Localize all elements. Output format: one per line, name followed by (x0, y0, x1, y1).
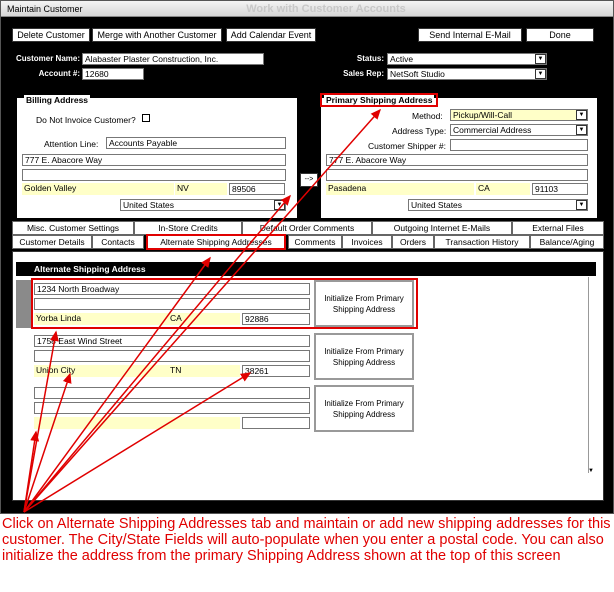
method-label: Method: (412, 111, 443, 121)
primary-shipping-header: Primary Shipping Address (326, 95, 433, 105)
billing-state-field[interactable]: NV (175, 183, 227, 195)
chevron-down-icon[interactable]: ▼ (576, 110, 587, 120)
alt-line1-field[interactable]: 1234 North Broadway (34, 283, 310, 295)
initialize-from-primary-button[interactable]: Initialize From Primary Shipping Address (314, 385, 414, 432)
tab-alternate-shipping[interactable]: Alternate Shipping Addresses (146, 234, 286, 250)
merge-customer-button[interactable]: Merge with Another Customer (92, 28, 222, 42)
tab-contacts[interactable]: Contacts (92, 235, 144, 249)
method-value: Pickup/Will-Call (453, 110, 513, 120)
arrow-to-tab (24, 258, 210, 512)
tab-outgoing-emails[interactable]: Outgoing Internet E-Mails (372, 221, 512, 235)
shipping-state-field[interactable]: CA (476, 183, 530, 195)
shipping-zip-field[interactable]: 91103 (532, 183, 588, 195)
account-number-label: Account #: (38, 69, 80, 78)
shipping-line1-field[interactable]: 777 E. Abacore Way (326, 154, 588, 166)
delete-customer-button[interactable]: Delete Customer (12, 28, 90, 42)
sales-rep-label: Sales Rep: (343, 69, 384, 78)
no-invoice-label: Do Not Invoice Customer? (36, 115, 136, 125)
attention-line-label: Attention Line: (44, 139, 99, 149)
tab-transaction-history[interactable]: Transaction History (434, 235, 530, 249)
chevron-down-icon[interactable]: ▼ (535, 69, 546, 79)
alt-line1-field[interactable]: 1758 East Wind Street (34, 335, 310, 347)
shipping-country-value: United States (411, 200, 463, 210)
customer-name-label: Customer Name: (15, 54, 80, 63)
copy-billing-to-shipping-button[interactable]: --> (300, 173, 318, 187)
customer-name-field[interactable]: Alabaster Plaster Construction, Inc. (82, 53, 264, 65)
alt-state-field[interactable]: CA (168, 313, 240, 325)
window-title: Maintain Customer (7, 4, 83, 14)
scroll-down-icon[interactable]: ▼ (588, 468, 594, 474)
tab-orders[interactable]: Orders (392, 235, 434, 249)
tab-customer-details[interactable]: Customer Details (12, 235, 92, 249)
annotation-caption: Click on Alternate Shipping Addresses tab and maintain or add new shipping addresses for this customer. The City/State Fields will auto-populate when you enter a postal code. You can also initialize the address from the primary Shipping Address shown at the top of this screen (2, 516, 611, 564)
tab-balance-aging[interactable]: Balance/Aging (530, 235, 604, 249)
window-center-title: Work with Customer Accounts (246, 3, 406, 15)
arrow-to-primary-shipping (24, 110, 380, 512)
alt-header-title: Alternate Shipping Address (34, 264, 146, 274)
alt-state-field[interactable]: TN (168, 365, 240, 377)
status-value: Active (390, 54, 414, 64)
shipping-city-field[interactable]: Pasadena (326, 183, 474, 195)
send-email-button[interactable]: Send Internal E-Mail (418, 28, 522, 42)
tab-in-store-credits[interactable]: In-Store Credits (134, 221, 242, 235)
arrow-to-billing-zip (24, 196, 290, 512)
billing-city-field[interactable]: Golden Valley (22, 183, 174, 195)
chevron-down-icon[interactable]: ▼ (576, 200, 587, 210)
tab-comments[interactable]: Comments (288, 235, 342, 249)
chevron-down-icon[interactable]: ▼ (274, 200, 285, 210)
alt-city-field[interactable]: Union City (34, 365, 168, 377)
billing-country-value: United States (123, 200, 175, 210)
done-button[interactable]: Done (526, 28, 594, 42)
billing-zip-field[interactable]: 89506 (229, 183, 285, 195)
address-type-label: Address Type: (392, 126, 447, 136)
billing-address-header: Billing Address (26, 95, 89, 105)
alt-city-field[interactable]: Yorba Linda (34, 313, 168, 325)
tab-misc-settings[interactable]: Misc. Customer Settings (12, 221, 134, 235)
account-number-field[interactable]: 12680 (82, 68, 144, 80)
tab-default-order-comments[interactable]: Default Order Comments (242, 221, 372, 235)
tab-invoices[interactable]: Invoices (342, 235, 392, 249)
billing-line1-field[interactable]: 777 E. Abacore Way (22, 154, 286, 166)
chevron-down-icon[interactable]: ▼ (576, 125, 587, 135)
customer-shipper-label: Customer Shipper #: (368, 141, 446, 151)
initialize-from-primary-button[interactable]: Initialize From Primary Shipping Address (314, 333, 414, 380)
alt-zip-field[interactable]: 38261 (242, 365, 310, 377)
chevron-down-icon[interactable]: ▼ (535, 54, 546, 64)
tab-external-files[interactable]: External Files (512, 221, 604, 235)
add-calendar-event-button[interactable]: Add Calendar Event (226, 28, 316, 42)
alt-zip-field[interactable]: 92886 (242, 313, 310, 325)
attention-line-field[interactable]: Accounts Payable (106, 137, 286, 149)
arrow-to-alt-city (24, 374, 70, 512)
address-type-value: Commercial Address (453, 125, 532, 135)
sales-rep-value: NetSoft Studio (390, 69, 445, 79)
initialize-from-primary-button[interactable]: Initialize From Primary Shipping Address (314, 280, 414, 327)
arrow-to-alt-zip (24, 373, 250, 512)
status-label: Status: (356, 54, 384, 63)
